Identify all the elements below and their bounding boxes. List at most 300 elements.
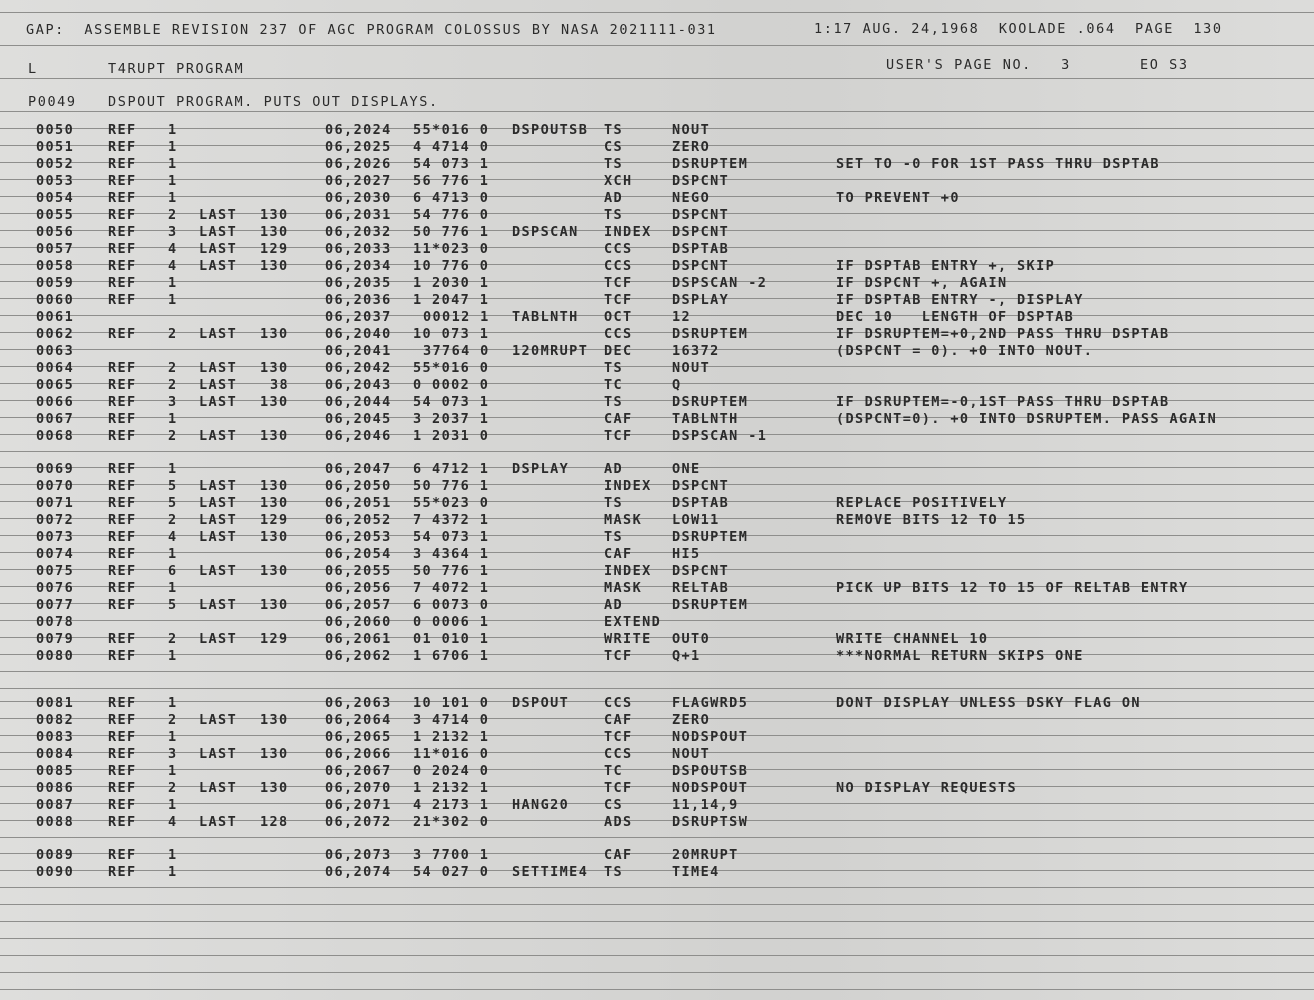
line-addr: 06,2030	[325, 190, 392, 206]
line-ref: REF	[108, 648, 137, 664]
paper-rule-line	[0, 78, 1314, 79]
line-addr: 06,2037	[325, 309, 392, 325]
line-word: 10 101 0	[413, 695, 490, 711]
line-word: 50 776 1	[413, 563, 490, 579]
line-last: LAST	[199, 394, 238, 410]
line-operand: DSRUPTEM	[672, 394, 749, 410]
line-seq: 0079	[36, 631, 75, 647]
line-seq: 0087	[36, 797, 75, 813]
line-n: 2	[168, 326, 178, 342]
line-last: LAST	[199, 377, 238, 393]
line-comment: TO PREVENT +0	[836, 190, 960, 206]
line-pg: 130	[260, 258, 289, 274]
line-addr: 06,2033	[325, 241, 392, 257]
line-op: CCS	[604, 746, 633, 762]
paper-rule-line	[0, 769, 1314, 770]
program-id: P0049	[28, 94, 77, 110]
line-ref: REF	[108, 478, 137, 494]
line-seq: 0056	[36, 224, 75, 240]
line-operand: DSPCNT	[672, 258, 730, 274]
line-op: TS	[604, 495, 624, 511]
paper-rule-line	[0, 12, 1314, 13]
line-seq: 0070	[36, 478, 75, 494]
line-ref: REF	[108, 746, 137, 762]
line-word: 55*016 0	[413, 360, 490, 376]
line-addr: 06,2034	[325, 258, 392, 274]
listing-header-right: 1:17 AUG. 24,1968 KOOLADE .064 PAGE 130	[814, 21, 1223, 37]
line-n: 5	[168, 478, 178, 494]
line-last: LAST	[199, 746, 238, 762]
line-operand: ZERO	[672, 139, 711, 155]
line-last: LAST	[199, 495, 238, 511]
line-ref: REF	[108, 563, 137, 579]
line-n: 4	[168, 529, 178, 545]
line-label: DSPOUT	[512, 695, 570, 711]
line-addr: 06,2065	[325, 729, 392, 745]
paper-rule-line	[0, 752, 1314, 753]
log-section-title: T4RUPT PROGRAM	[108, 61, 245, 77]
line-comment: SET TO -0 FOR 1ST PASS THRU DSPTAB	[836, 156, 1160, 172]
line-last: LAST	[199, 512, 238, 528]
line-seq: 0088	[36, 814, 75, 830]
line-seq: 0078	[36, 614, 75, 630]
line-addr: 06,2032	[325, 224, 392, 240]
line-word: 54 027 0	[413, 864, 490, 880]
listing-header-left: GAP: ASSEMBLE REVISION 237 OF AGC PROGRAM COLOSSUS BY NASA 2021111-031	[26, 22, 717, 38]
line-comment: IF DSPCNT +, AGAIN	[836, 275, 1008, 291]
line-n: 1	[168, 275, 178, 291]
line-n: 1	[168, 156, 178, 172]
line-last: LAST	[199, 428, 238, 444]
paper-rule-line	[0, 484, 1314, 485]
line-word: 10 073 1	[413, 326, 490, 342]
line-seq: 0072	[36, 512, 75, 528]
line-seq: 0065	[36, 377, 75, 393]
line-ref: REF	[108, 580, 137, 596]
paper-rule-line	[0, 870, 1314, 871]
line-seq: 0051	[36, 139, 75, 155]
line-label: HANG20	[512, 797, 570, 813]
line-seq: 0060	[36, 292, 75, 308]
paper-rule-line	[0, 366, 1314, 367]
line-op: TS	[604, 156, 624, 172]
paper-rule-line	[0, 803, 1314, 804]
line-op: TCF	[604, 648, 633, 664]
line-word: 3 7700 1	[413, 847, 490, 863]
line-seq: 0068	[36, 428, 75, 444]
line-word: 56 776 1	[413, 173, 490, 189]
line-addr: 06,2035	[325, 275, 392, 291]
paper-rule-line	[0, 887, 1314, 888]
line-n: 1	[168, 461, 178, 477]
line-seq: 0073	[36, 529, 75, 545]
paper-rule-line	[0, 718, 1314, 719]
line-pg: 129	[260, 631, 289, 647]
line-operand: 12	[672, 309, 692, 325]
line-operand: 20MRUPT	[672, 847, 739, 863]
line-pg: 130	[260, 478, 289, 494]
line-addr: 06,2051	[325, 495, 392, 511]
line-op: ADS	[604, 814, 633, 830]
paper-rule-line	[0, 213, 1314, 214]
paper-rule-line	[0, 467, 1314, 468]
line-operand: NEGO	[672, 190, 711, 206]
paper-rule-line	[0, 853, 1314, 854]
line-addr: 06,2070	[325, 780, 392, 796]
line-ref: REF	[108, 360, 137, 376]
line-comment: (DSPCNT = 0). +0 INTO NOUT.	[836, 343, 1094, 359]
line-op: INDEX	[604, 478, 652, 494]
line-ref: REF	[108, 864, 137, 880]
line-n: 1	[168, 864, 178, 880]
line-last: LAST	[199, 712, 238, 728]
line-pg: 130	[260, 746, 289, 762]
line-word: 3 4714 0	[413, 712, 490, 728]
line-pg: 130	[260, 394, 289, 410]
paper-rule-line	[0, 383, 1314, 384]
line-word: 4 2173 1	[413, 797, 490, 813]
line-last: LAST	[199, 360, 238, 376]
line-operand: 11,14,9	[672, 797, 739, 813]
line-op: CS	[604, 797, 624, 813]
line-ref: REF	[108, 326, 137, 342]
line-ref: REF	[108, 224, 137, 240]
line-addr: 06,2043	[325, 377, 392, 393]
program-description: DSPOUT PROGRAM. PUTS OUT DISPLAYS.	[108, 94, 439, 110]
line-n: 1	[168, 292, 178, 308]
eo-page-label: EO S3	[1140, 57, 1189, 73]
line-n: 1	[168, 411, 178, 427]
line-n: 3	[168, 224, 178, 240]
line-op: TCF	[604, 780, 633, 796]
line-n: 1	[168, 648, 178, 664]
paper-rule-line	[0, 938, 1314, 939]
line-n: 1	[168, 695, 178, 711]
line-n: 1	[168, 173, 178, 189]
line-seq: 0077	[36, 597, 75, 613]
line-op: OCT	[604, 309, 633, 325]
line-comment: IF DSRUPTEM=-0,1ST PASS THRU DSPTAB	[836, 394, 1170, 410]
line-word: 55*016 0	[413, 122, 490, 138]
line-addr: 06,2072	[325, 814, 392, 830]
line-op: CCS	[604, 695, 633, 711]
line-pg: 130	[260, 780, 289, 796]
line-last: LAST	[199, 258, 238, 274]
line-seq: 0084	[36, 746, 75, 762]
line-op: CS	[604, 139, 624, 155]
paper-rule-line	[0, 637, 1314, 638]
line-word: 7 4072 1	[413, 580, 490, 596]
line-op: TC	[604, 763, 624, 779]
line-n: 5	[168, 495, 178, 511]
line-comment: IF DSPTAB ENTRY +, SKIP	[836, 258, 1056, 274]
line-n: 4	[168, 241, 178, 257]
line-op: AD	[604, 597, 624, 613]
line-comment: ***NORMAL RETURN SKIPS ONE	[836, 648, 1084, 664]
line-seq: 0061	[36, 309, 75, 325]
line-op: TS	[604, 207, 624, 223]
line-operand: LOW11	[672, 512, 720, 528]
paper-rule-line	[0, 535, 1314, 536]
paper-rule-line	[0, 989, 1314, 990]
line-op: CCS	[604, 326, 633, 342]
line-comment: DONT DISPLAY UNLESS DSKY FLAG ON	[836, 695, 1141, 711]
line-last: LAST	[199, 478, 238, 494]
line-ref: REF	[108, 258, 137, 274]
line-pg: 130	[260, 224, 289, 240]
line-operand: TIME4	[672, 864, 720, 880]
line-ref: REF	[108, 597, 137, 613]
paper-rule-line	[0, 111, 1314, 112]
line-word: 54 776 0	[413, 207, 490, 223]
line-word: 1 2030 1	[413, 275, 490, 291]
line-operand: DSRUPTEM	[672, 326, 749, 342]
line-seq: 0082	[36, 712, 75, 728]
line-last: LAST	[199, 207, 238, 223]
line-ref: REF	[108, 695, 137, 711]
paper-rule-line	[0, 786, 1314, 787]
line-operand: DSPLAY	[672, 292, 730, 308]
line-comment: IF DSRUPTEM=+0,2ND PASS THRU DSPTAB	[836, 326, 1170, 342]
line-seq: 0071	[36, 495, 75, 511]
line-seq: 0053	[36, 173, 75, 189]
line-label: 120MRUPT	[512, 343, 589, 359]
line-operand: ONE	[672, 461, 701, 477]
line-ref: REF	[108, 847, 137, 863]
line-seq: 0081	[36, 695, 75, 711]
line-ref: REF	[108, 411, 137, 427]
line-addr: 06,2050	[325, 478, 392, 494]
line-word: 11*016 0	[413, 746, 490, 762]
line-label: DSPLAY	[512, 461, 570, 477]
line-ref: REF	[108, 241, 137, 257]
line-operand: ZERO	[672, 712, 711, 728]
line-pg: 130	[260, 360, 289, 376]
line-word: 50 776 1	[413, 224, 490, 240]
line-word: 21*302 0	[413, 814, 490, 830]
line-seq: 0059	[36, 275, 75, 291]
line-addr: 06,2063	[325, 695, 392, 711]
line-word: 0 0002 0	[413, 377, 490, 393]
line-op: CCS	[604, 241, 633, 257]
paper-rule-line	[0, 349, 1314, 350]
line-pg: 130	[260, 326, 289, 342]
line-addr: 06,2036	[325, 292, 392, 308]
paper-rule-line	[0, 603, 1314, 604]
line-addr: 06,2026	[325, 156, 392, 172]
line-ref: REF	[108, 631, 137, 647]
line-op: AD	[604, 461, 624, 477]
line-addr: 06,2041	[325, 343, 392, 359]
line-operand: DSPSCAN -1	[672, 428, 768, 444]
line-word: 10 776 0	[413, 258, 490, 274]
line-word: 3 4364 1	[413, 546, 490, 562]
line-n: 2	[168, 631, 178, 647]
paper-rule-line	[0, 298, 1314, 299]
line-op: TS	[604, 394, 624, 410]
line-pg: 130	[260, 712, 289, 728]
line-last: LAST	[199, 241, 238, 257]
line-seq: 0055	[36, 207, 75, 223]
line-last: LAST	[199, 814, 238, 830]
line-comment: WRITE CHANNEL 10	[836, 631, 989, 647]
line-operand: DSRUPTSW	[672, 814, 749, 830]
line-n: 4	[168, 258, 178, 274]
paper-rule-line	[0, 921, 1314, 922]
line-pg: 130	[260, 563, 289, 579]
line-addr: 06,2056	[325, 580, 392, 596]
paper-rule-line	[0, 281, 1314, 282]
line-ref: REF	[108, 729, 137, 745]
paper-rule-line	[0, 569, 1314, 570]
line-word: 6 0073 0	[413, 597, 490, 613]
line-pg: 130	[260, 428, 289, 444]
line-op: EXTEND	[604, 614, 662, 630]
line-seq: 0090	[36, 864, 75, 880]
paper-rule-line	[0, 904, 1314, 905]
line-last: LAST	[199, 780, 238, 796]
line-op: TS	[604, 864, 624, 880]
line-word: 37764 0	[423, 343, 490, 359]
line-last: LAST	[199, 224, 238, 240]
line-pg: 130	[260, 597, 289, 613]
line-comment: DEC 10 LENGTH OF DSPTAB	[836, 309, 1075, 325]
paper-rule-line	[0, 972, 1314, 973]
line-addr: 06,2046	[325, 428, 392, 444]
paper-rule-line	[0, 518, 1314, 519]
paper-rule-line	[0, 654, 1314, 655]
line-word: 50 776 1	[413, 478, 490, 494]
line-ref: REF	[108, 122, 137, 138]
line-pg: 38	[270, 377, 290, 393]
line-addr: 06,2074	[325, 864, 392, 880]
line-op: DEC	[604, 343, 633, 359]
line-n: 2	[168, 512, 178, 528]
line-operand: NOUT	[672, 746, 711, 762]
line-word: 1 2047 1	[413, 292, 490, 308]
line-n: 2	[168, 428, 178, 444]
line-ref: REF	[108, 495, 137, 511]
line-seq: 0063	[36, 343, 75, 359]
line-operand: TABLNTH	[672, 411, 739, 427]
line-addr: 06,2052	[325, 512, 392, 528]
line-operand: NOUT	[672, 360, 711, 376]
log-section-marker: L	[28, 61, 38, 77]
line-n: 1	[168, 797, 178, 813]
line-word: 54 073 1	[413, 394, 490, 410]
line-word: 55*023 0	[413, 495, 490, 511]
line-addr: 06,2040	[325, 326, 392, 342]
line-comment: REPLACE POSITIVELY	[836, 495, 1008, 511]
line-op: WRITE	[604, 631, 652, 647]
line-n: 1	[168, 122, 178, 138]
line-operand: DSPCNT	[672, 173, 730, 189]
paper-rule-line	[0, 688, 1314, 689]
line-addr: 06,2062	[325, 648, 392, 664]
line-op: TS	[604, 122, 624, 138]
line-seq: 0062	[36, 326, 75, 342]
paper-rule-line	[0, 501, 1314, 502]
line-op: TS	[604, 529, 624, 545]
line-n: 1	[168, 139, 178, 155]
paper-rule-line	[0, 315, 1314, 316]
line-operand: DSRUPTEM	[672, 597, 749, 613]
line-n: 1	[168, 729, 178, 745]
line-ref: REF	[108, 797, 137, 813]
line-ref: REF	[108, 190, 137, 206]
line-op: TCF	[604, 275, 633, 291]
line-comment: IF DSPTAB ENTRY -, DISPLAY	[836, 292, 1084, 308]
line-pg: 130	[260, 529, 289, 545]
paper-rule-line	[0, 671, 1314, 672]
line-operand: Q	[672, 377, 682, 393]
paper-rule-line	[0, 247, 1314, 248]
line-addr: 06,2045	[325, 411, 392, 427]
line-operand: Q+1	[672, 648, 701, 664]
line-operand: NOUT	[672, 122, 711, 138]
line-n: 1	[168, 546, 178, 562]
line-word: 54 073 1	[413, 156, 490, 172]
line-comment: (DSPCNT=0). +0 INTO DSRUPTEM. PASS AGAIN	[836, 411, 1218, 427]
paper-rule-line	[0, 196, 1314, 197]
line-op: CCS	[604, 258, 633, 274]
line-ref: REF	[108, 712, 137, 728]
paper-rule-line	[0, 451, 1314, 452]
line-operand: DSPCNT	[672, 207, 730, 223]
line-addr: 06,2047	[325, 461, 392, 477]
line-op: INDEX	[604, 224, 652, 240]
paper-rule-line	[0, 837, 1314, 838]
line-seq: 0052	[36, 156, 75, 172]
paper-rule-line	[0, 230, 1314, 231]
line-pg: 129	[260, 241, 289, 257]
line-ref: REF	[108, 173, 137, 189]
paper-rule-line	[0, 955, 1314, 956]
line-ref: REF	[108, 546, 137, 562]
line-word: 0 2024 0	[413, 763, 490, 779]
line-n: 1	[168, 190, 178, 206]
line-operand: DSPCNT	[672, 563, 730, 579]
line-op: MASK	[604, 512, 643, 528]
line-op: CAF	[604, 546, 633, 562]
paper-rule-line	[0, 735, 1314, 736]
line-n: 2	[168, 360, 178, 376]
line-n: 4	[168, 814, 178, 830]
line-addr: 06,2067	[325, 763, 392, 779]
line-addr: 06,2042	[325, 360, 392, 376]
line-addr: 06,2057	[325, 597, 392, 613]
line-operand: DSPTAB	[672, 241, 730, 257]
line-seq: 0069	[36, 461, 75, 477]
line-op: CAF	[604, 712, 633, 728]
line-n: 6	[168, 563, 178, 579]
line-n: 2	[168, 377, 178, 393]
line-last: LAST	[199, 631, 238, 647]
line-word: 1 2031 0	[413, 428, 490, 444]
paper-rule-line	[0, 820, 1314, 821]
line-word: 0 0006 1	[413, 614, 490, 630]
line-op: XCH	[604, 173, 633, 189]
line-seq: 0076	[36, 580, 75, 596]
line-ref: REF	[108, 780, 137, 796]
line-operand: DSRUPTEM	[672, 529, 749, 545]
line-addr: 06,2071	[325, 797, 392, 813]
line-comment: NO DISPLAY REQUESTS	[836, 780, 1018, 796]
line-word: 1 2132 1	[413, 729, 490, 745]
line-addr: 06,2031	[325, 207, 392, 223]
line-seq: 0089	[36, 847, 75, 863]
line-seq: 0086	[36, 780, 75, 796]
